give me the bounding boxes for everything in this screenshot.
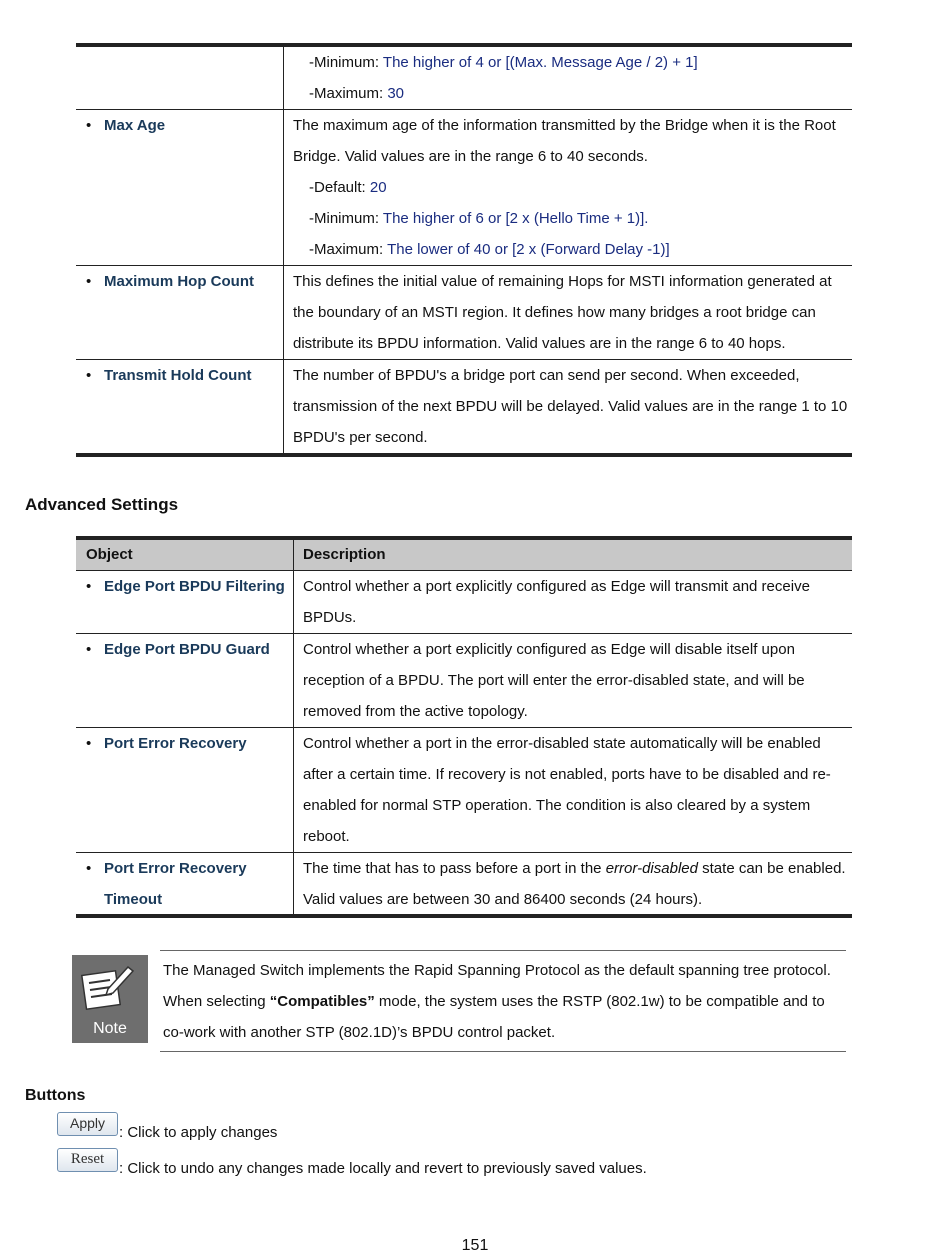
note-text: The Managed Switch implements the Rapid Spanning Protocol as the default spanning tree protocol. When selecting “Compatibles” mode, the system uses the RSTP (802.1w) to be compatible and to co-work with another STP (802.1D)’s BPDU control packet. (160, 950, 846, 1052)
description: This defines the initial value of remaining Hops for MSTI information generated at the boundary of an MSTI region. It defines how many bridges a root bridge can distribute its BPDU information. Valid values are in the range 6 to 40 hops. (284, 266, 853, 360)
object-transmit-hold-count: • Transmit Hold Count (86, 367, 252, 384)
page-number: 151 (461, 1237, 489, 1254)
reset-button-description: : Click to undo any changes made locally and revert to previously saved values. (119, 1160, 647, 1177)
table-row (76, 571, 852, 634)
object-port-error-recovery: • Port Error Recovery (86, 735, 247, 752)
default-line: -Default: 20 (309, 179, 387, 196)
description: Control whether a port explicitly configured as Edge will transmit and receive BPDUs. (294, 571, 853, 634)
minimum-line: -Minimum: The higher of 6 or [2 x (Hello Time + 1)]. (309, 210, 649, 227)
object-edge-port-bpdu-guard: • Edge Port BPDU Guard (86, 641, 270, 658)
table-bottom-rule (76, 914, 852, 918)
apply-button-description: : Click to apply changes (119, 1124, 278, 1141)
table-row (76, 266, 852, 360)
object-port-error-recovery-timeout: • Port Error Recovery Timeout (86, 860, 247, 908)
column-header-object: Object (76, 540, 294, 571)
maximum-line: -Maximum: The lower of 40 or [2 x (Forward Delay -1)] (309, 241, 670, 258)
description: The number of BPDU's a bridge port can send per second. When exceeded, transmission of the next BPDU will be delayed. Valid values are in the range 1 to 10 BPDU's per second. (284, 360, 853, 454)
note-icon (72, 955, 148, 1043)
object-max-age: • Max Age (86, 117, 166, 134)
table-header-row (76, 540, 852, 571)
table-row (76, 110, 852, 266)
section-heading-buttons: Buttons (25, 1087, 86, 1104)
table-bottom-rule (76, 453, 852, 457)
note-pencil-icon (72, 955, 148, 1043)
description: Control whether a port in the error-disabled state automatically will be enabled after a certain time. If recovery is not enabled, ports have to be disabled and re-enabled for normal STP operation. The condition is also cleared by a system reboot. (294, 728, 853, 853)
table-row (76, 47, 852, 110)
maximum-line: -Maximum: 30 (309, 85, 405, 102)
section-heading-advanced-settings: Advanced Settings (25, 495, 179, 514)
advanced-settings-table (76, 540, 852, 915)
minimum-line: -Minimum: The higher of 4 or [(Max. Message Age / 2) + 1] (309, 54, 698, 71)
object-edge-port-bpdu-filtering: • Edge Port BPDU Filtering (86, 578, 285, 595)
description: Control whether a port explicitly configured as Edge will disable itself upon reception of a BPDU. The port will enter the error-disabled state, and will be removed from the active topology. (294, 634, 853, 728)
column-header-description: Description (294, 540, 853, 571)
table-row (76, 634, 852, 728)
parameters-table (76, 47, 852, 453)
description: The maximum age of the information transmitted by the Bridge when it is the Root Bridge. Valid values are in the range 6 to 40 seconds. (293, 117, 836, 165)
table-row (76, 853, 852, 916)
table-row (76, 360, 852, 454)
table-row (76, 728, 852, 853)
object-maximum-hop-count: • Maximum Hop Count (86, 273, 254, 290)
apply-button[interactable]: Apply (57, 1112, 118, 1136)
description: The time that has to pass before a port in the error-disabled state can be enabled. Valid values are between 30 and 86400 seconds (24 hours). (294, 853, 853, 916)
reset-button[interactable]: Reset (57, 1148, 118, 1172)
svg-text:Note: Note (93, 1020, 127, 1037)
